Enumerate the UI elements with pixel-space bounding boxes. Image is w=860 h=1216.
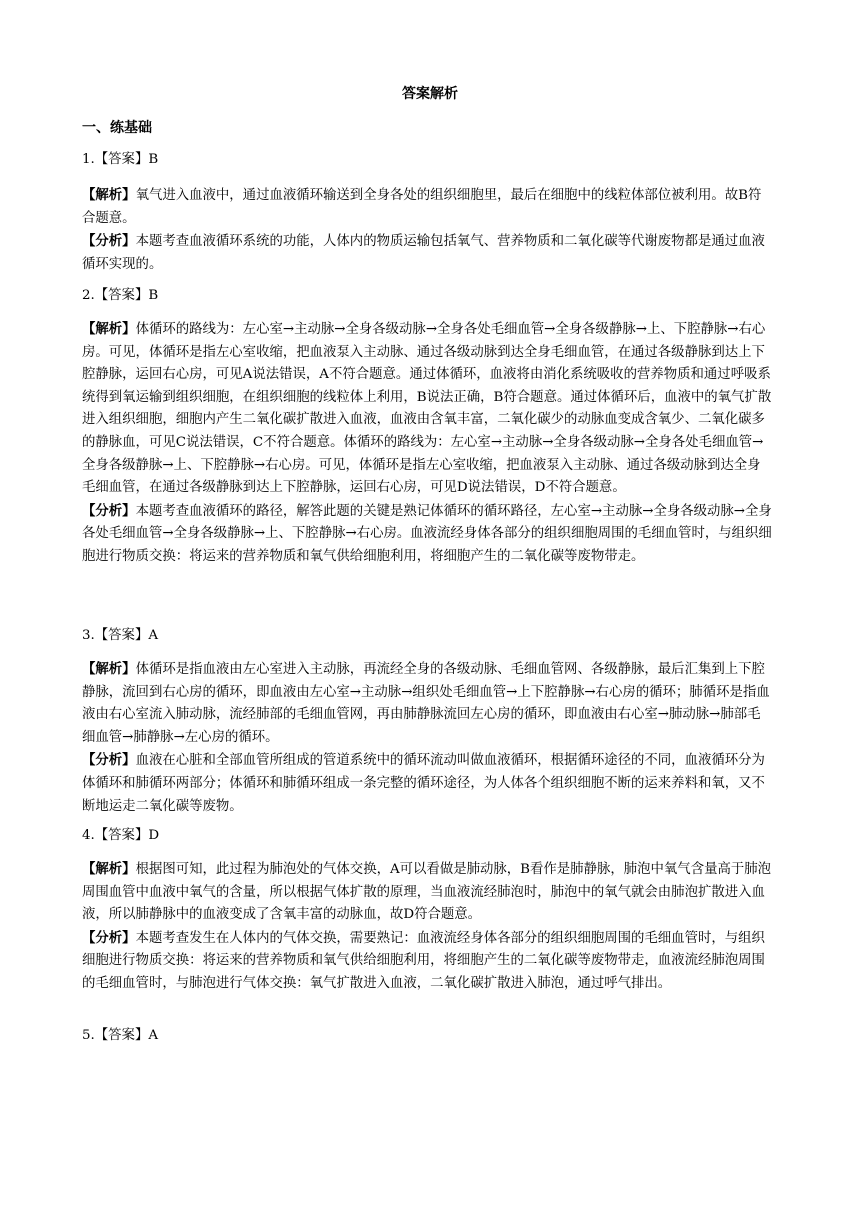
fenxi-tag: 【分析】 [82,752,136,769]
answer-2: 2.【答案】B [82,288,159,303]
answer-4: 4.【答案】D [82,828,160,843]
jiexi-2 [82,318,772,500]
jiexi-text: 体循环是指血液由左心室进入主动脉，再流经全身的各级动脉、毛细血管网、各级静脉，最后汇集到上下腔静脉，流回到右心房的循环，即血液由左心室→主动脉→组织处毛细血管→上下腔静脉→右心房的循环；肺循环是指血液由右心室流入肺动脉，流经肺部的毛细血管网，再由肺静脉流回左心房的循环，即血液由右心室→肺动脉→肺部毛细血管→肺静脉→左心房的循环。 [82,662,770,745]
answer-3: 3.【答案】A [82,628,159,643]
fenxi-3 [82,749,772,818]
jiexi-tag: 【解析】 [82,661,136,677]
fenxi-text: 本题考查发生在人体内的气体交换，需要熟记：血液流经身体各部分的组织细胞周围的毛细血管时，与组织细胞进行物质交换：将运来的营养物质和氧气供给细胞利用，将细胞产生的二氧化碳等废物带走，血液流经肺泡周围的毛细血管时，与肺泡进行气体交换：氧气扩散进入血液，二氧化碳扩散进入肺泡，通过呼气排出。 [82,930,765,991]
jiexi-text: 氧气进入血液中，通过血液循环输送到全身各处的组织细胞里，最后在细胞中的线粒体部位被利用。故B符合题意。 [82,188,762,226]
answer-1: 1.【答案】B [82,152,159,167]
explanation-2 [82,318,772,569]
fenxi-tag: 【分析】 [82,233,136,250]
fenxi-4 [82,927,772,996]
jiexi-1 [82,184,772,230]
explanation-1 [82,184,772,276]
fenxi-text: 本题考查血液循环的路径，解答此题的关键是熟记体循环的循环路径，左心室→主动脉→全身各级动脉→全身各处毛细血管→全身各级静脉→上、下腔静脉→右心房。血液流经身体各部分的组织细胞周围的毛细血管时，与组织细胞进行物质交换：将运来的营养物质和氧气供给细胞利用，将细胞产生的二氧化碳等废物带走。 [82,503,772,564]
page-title: 答案解析 [402,86,458,102]
jiexi-3 [82,658,772,749]
fenxi-2 [82,500,772,569]
explanation-3 [82,658,772,818]
jiexi-tag: 【解析】 [82,187,136,203]
section-heading: 一、练基础 [82,120,152,136]
answer-5: 5.【答案】A [82,1028,159,1043]
fenxi-1 [82,230,772,276]
jiexi-4 [82,858,772,927]
fenxi-tag: 【分析】 [82,502,136,519]
jiexi-text: 根据图可知，此过程为肺泡处的气体交换，A可以看做是肺动脉，B看作是肺静脉，肺泡中氧气含量高于肺泡周围血管中血液中氧气的含量，所以根据气体扩散的原理，当血液流经肺泡时，肺泡中的氧气就会由肺泡扩散进入血液，所以肺静脉中的血液变成了含氧丰富的动脉血，故D符合题意。 [82,862,772,923]
jiexi-tag: 【解析】 [82,861,136,877]
jiexi-text: 体循环的路线为：左心室→主动脉→全身各级动脉→全身各处毛细血管→全身各级静脉→上、下腔静脉→右心房。可见，体循环是指左心室收缩，把血液泵入主动脉、通过各级动脉到达全身毛细血管，在通过各级静脉到达上下腔静脉，运回右心房，可见A说法错误，A不符合题意。通过体循环，血液将由消化系统吸收的营养物质和通过呼吸系统得到氧运输到组织细胞，在组织细胞的线粒体上利用，B说法正确，B符合题意。通过体循环后，血液中的氧气扩散进入组织细胞，细胞内产生二氧化碳扩散进入血液，血液由含氧丰富，二氧化碳少的动脉血变成含氧少、二氧化碳多的静脉血，可见C说法错误，C不符合题意。体循环的路线为：左心室→主动脉→全身各级动脉→全身各处毛细血管→全身各级静脉→上、下腔静脉→右心房。可见，体循环是指左心室收缩，把血液泵入主动脉、通过各级动脉到达全身毛细血管，在通过各级静脉到达上下腔静脉，运回右心房，可见D说法错误，D不符合题意。 [82,322,772,496]
fenxi-tag: 【分析】 [82,929,136,946]
fenxi-text: 血液在心脏和全部血管所组成的管道系统中的循环流动叫做血液循环，根据循环途径的不同，血液循环分为体循环和肺循环两部分；体循环和肺循环组成一条完整的循环途径，为人体各个组织细胞不断的运来养料和氧，又不断地运走二氧化碳等废物。 [82,753,765,814]
jiexi-tag: 【解析】 [82,321,136,337]
fenxi-text: 本题考查血液循环系统的功能，人体内的物质运输包括氧气、营养物质和二氧化碳等代谢废物都是通过血液循环实现的。 [82,234,765,272]
explanation-4 [82,858,772,996]
